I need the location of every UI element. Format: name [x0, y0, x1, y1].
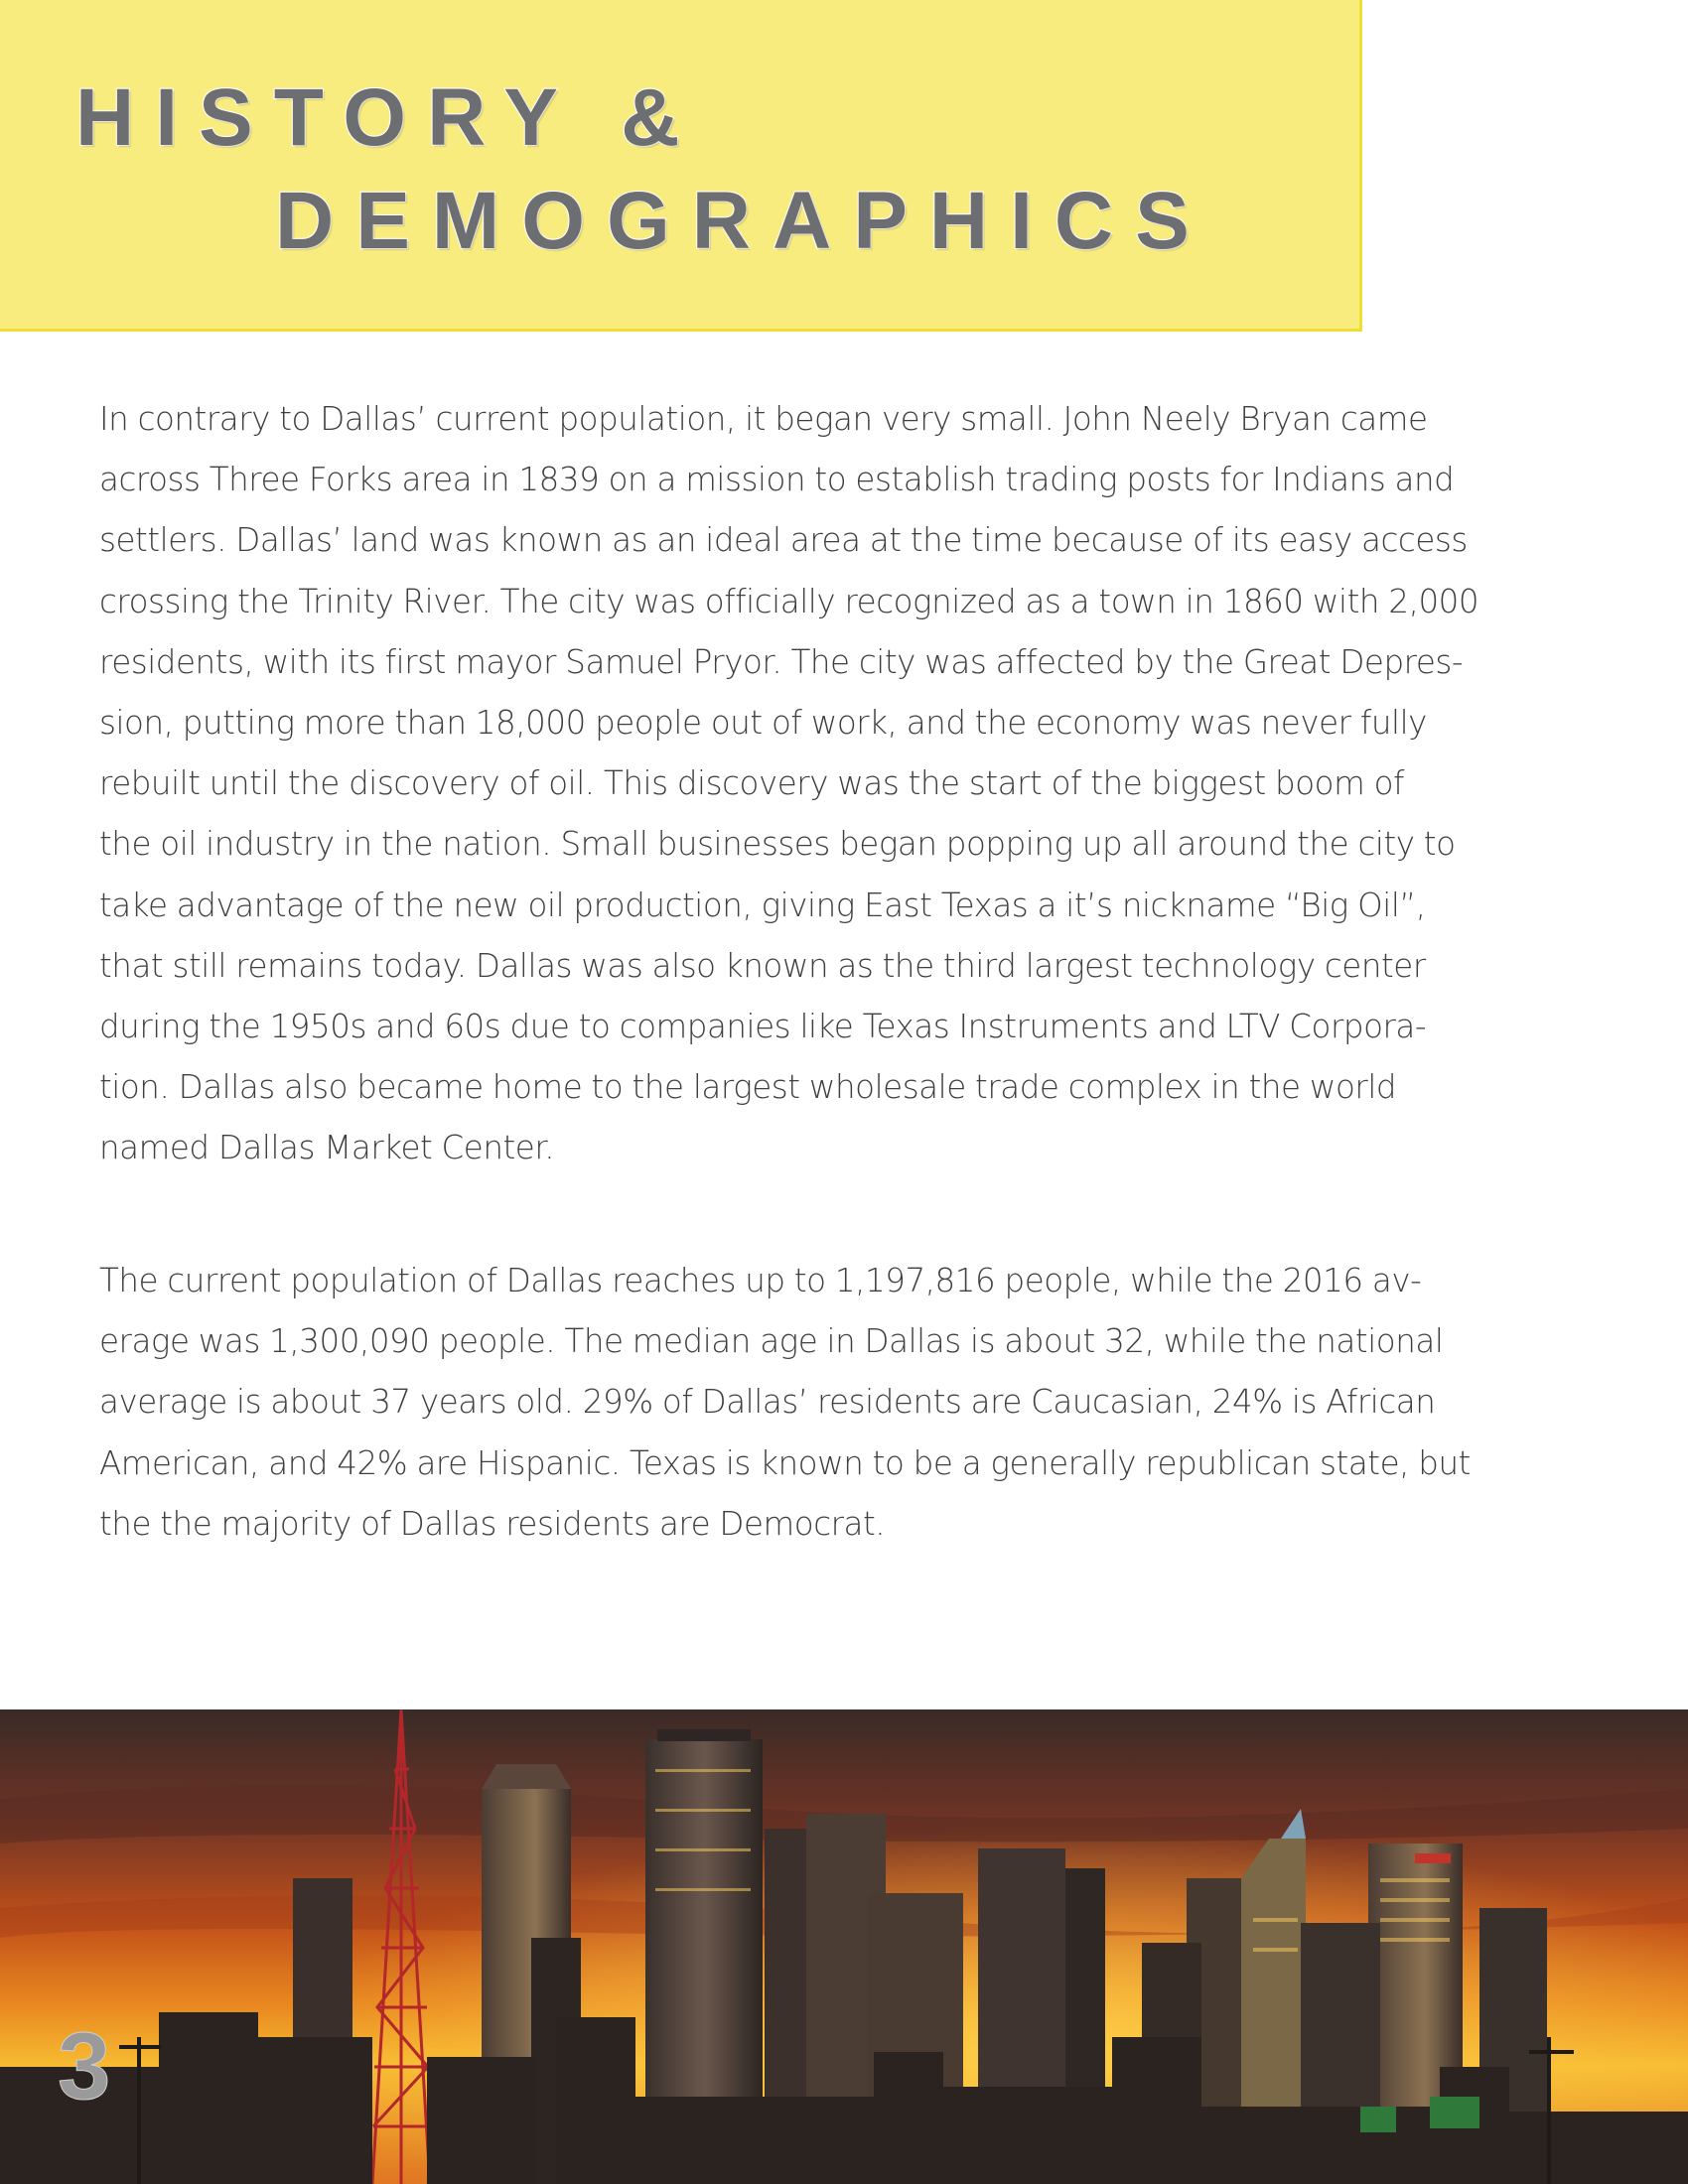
- dallas-skyline-photo: [0, 1709, 1688, 2184]
- page-title-line-1: HISTORY &: [75, 72, 701, 163]
- demographics-paragraph: The current population of Dallas reaches up to 1,197,816 people, while the 2016 av- erage was 1,300,090 people. The median age in Dallas is about 32, while the national average is about 37 years old. 29% of Dallas’ residents are Caucasian, 24% is African American, and 42% are Hispanic. Texas is known to be a generally republican state, but the the majority of Dallas residents are Democrat.: [99, 1262, 1471, 1543]
- page-number: 3: [58, 2013, 111, 2119]
- page-title-line-2: DEMOGRAPHICS: [275, 176, 1211, 266]
- title-banner: [0, 0, 1362, 332]
- history-paragraph: In contrary to Dallas’ current population, it began very small. John Neely Bryan came across Three Forks area in 1839 on a mission to establish trading posts for Indians and settlers. Dallas’ land was known as an ideal area at the time because of its easy access crossing the Trinity River. The city was officially recognized as a town in 1860 with 2,000 residents, with its first mayor Samuel Pryor. The city was affected by the Great Depres- sion, putting more than 18,000 people out of work, and the economy was never fully rebuilt until the discovery of oil. This discovery was the start of the biggest boom of the oil industry in the nation. Small businesses began popping up all around the city to take advantage of the new oil production, giving East Texas a it’s nickname “Big Oil”, that still remains today. Dallas was also known as the third largest technology center during the 1950s and 60s due to companies like Texas Instruments and LTV Corpora- tion. Dallas also became home to the largest wholesale trade complex in the world named Dallas Market Center.: [99, 400, 1479, 1167]
